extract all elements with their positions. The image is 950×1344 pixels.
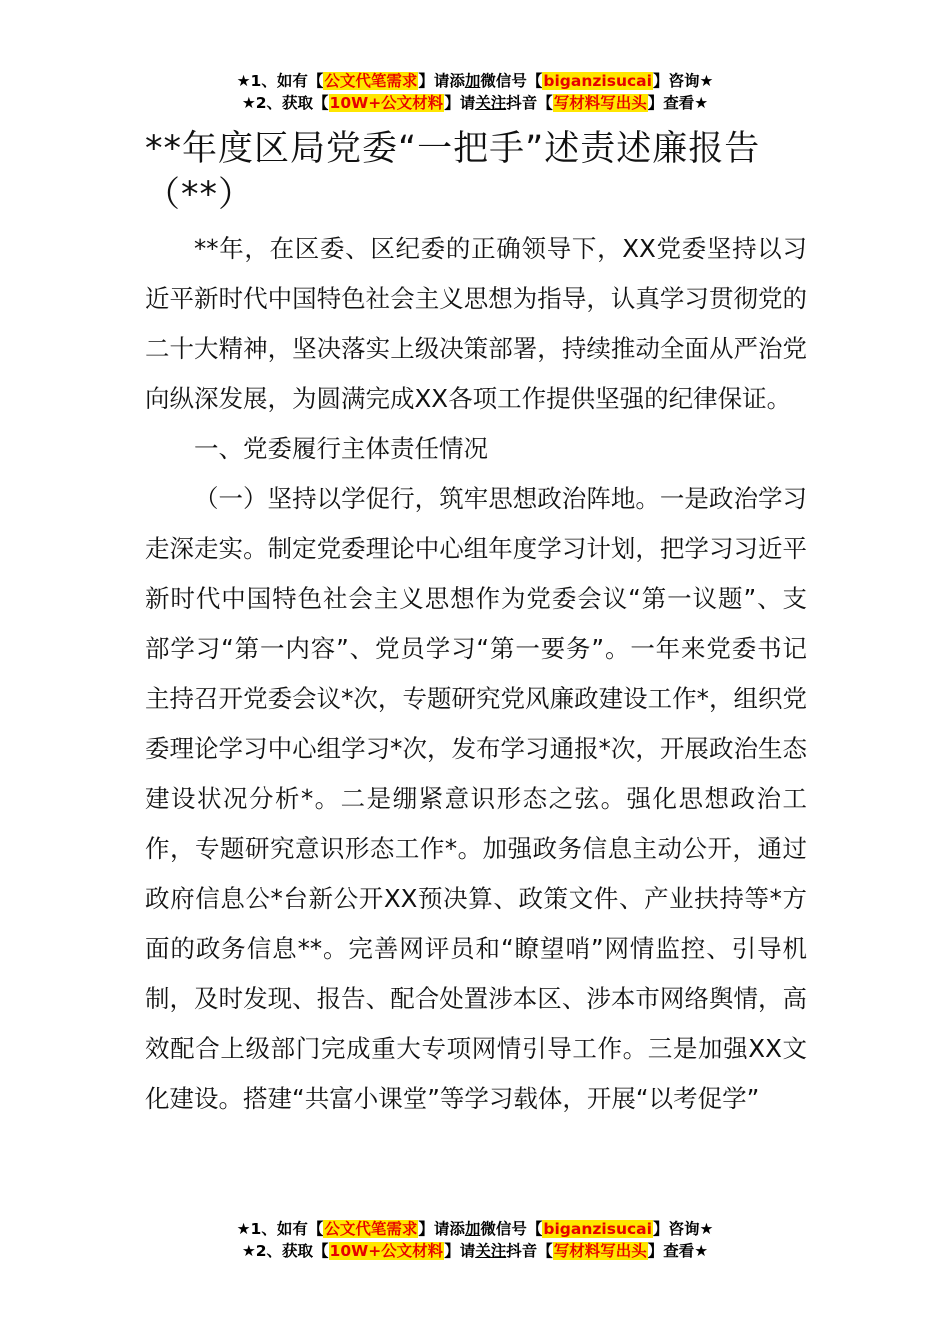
promo-highlight: 公文代笔需求: [324, 1220, 418, 1238]
promo-text: 】咨询★: [652, 72, 714, 90]
promo-highlight: 写材料写出头: [553, 94, 647, 112]
promo-text: 抖音【: [506, 1242, 553, 1260]
promo-underline: 加: [464, 72, 481, 90]
promo-text: ★2、获取【: [241, 1242, 329, 1260]
promo-text: 】请添: [418, 1220, 465, 1238]
promo-line-2: [0, 92, 950, 114]
promo-banner-top: [0, 70, 950, 114]
promo-underline: 加: [464, 1220, 481, 1238]
promo-line-2: [0, 1240, 950, 1262]
promo-text: ★2、获取【: [241, 94, 329, 112]
promo-banner-bottom: [0, 1218, 950, 1262]
promo-underline: 关注: [475, 94, 507, 112]
section-heading: 一、党委履行主体责任情况: [194, 434, 488, 463]
promo-highlight: biganzisucai: [543, 72, 652, 90]
promo-line-1: [0, 70, 950, 92]
promo-text: 】咨询★: [652, 1220, 714, 1238]
promo-text: ★1、如有【: [236, 1220, 324, 1238]
promo-text: ★1、如有【: [236, 72, 324, 90]
promo-text: 微信号【: [480, 1220, 543, 1238]
promo-highlight: 10W+公文材料: [329, 94, 444, 112]
promo-text: 】请: [444, 1242, 476, 1260]
body-paragraph: **年，在区委、区纪委的正确领导下，XX党委坚持以习近平新时代中国特色社会主义思想为指导，认真学习贯彻党的二十大精神，坚决落实上级决策部署，持续推动全面从严治党向纵深发展，为圆满完成XX各项工作提供坚强的纪律保证。: [145, 234, 807, 413]
promo-text: 微信号【: [480, 72, 543, 90]
promo-underline: 关注: [475, 1242, 507, 1260]
promo-highlight: 公文代笔需求: [324, 72, 418, 90]
promo-text: 】请: [444, 94, 476, 112]
promo-highlight: biganzisucai: [543, 1220, 652, 1238]
body-paragraph: （一）坚持以学促行，筑牢思想政治阵地。一是政治学习走深走实。制定党委理论中心组年度学习计划，把学习习近平新时代中国特色社会主义思想作为党委会议“第一议题”、支部学习“第一内容”、党员学习“第一要务”。一年来党委书记主持召开党委会议*次，专题研究党风廉政建设工作*，组织党委理论学习中心组学习*次，发布学习通报*次，开展政治生态建设状况分析*。二是绷紧意识形态之弦。强化思想政治工作，专题研究意识形态工作*。加强政务信息主动公开，通过政府信息公*台新公开XX预决算、政策文件、产业扶持等*方面的政务信息**。完善网评员和“瞭望哨”网情监控、引导机制，及时发现、报告、配合处置涉本区、涉本市网络舆情，高效配合上级部门完成重大专项网情引导工作。三是加强XX文化建设。搭建“共富小课堂”等学习载体，开展“以考促学”: [145, 484, 807, 1113]
promo-text: 】查看★: [647, 1242, 709, 1260]
document-body: [145, 224, 807, 1124]
promo-highlight: 写材料写出头: [553, 1242, 647, 1260]
promo-highlight: 10W+公文材料: [329, 1242, 444, 1260]
promo-text: 】请添: [418, 72, 465, 90]
document-title: **年度区局党委“一把手”述责述廉报告（**）: [145, 129, 761, 215]
promo-text: 抖音【: [506, 94, 553, 112]
promo-text: 】查看★: [647, 94, 709, 112]
promo-line-1: [0, 1218, 950, 1240]
